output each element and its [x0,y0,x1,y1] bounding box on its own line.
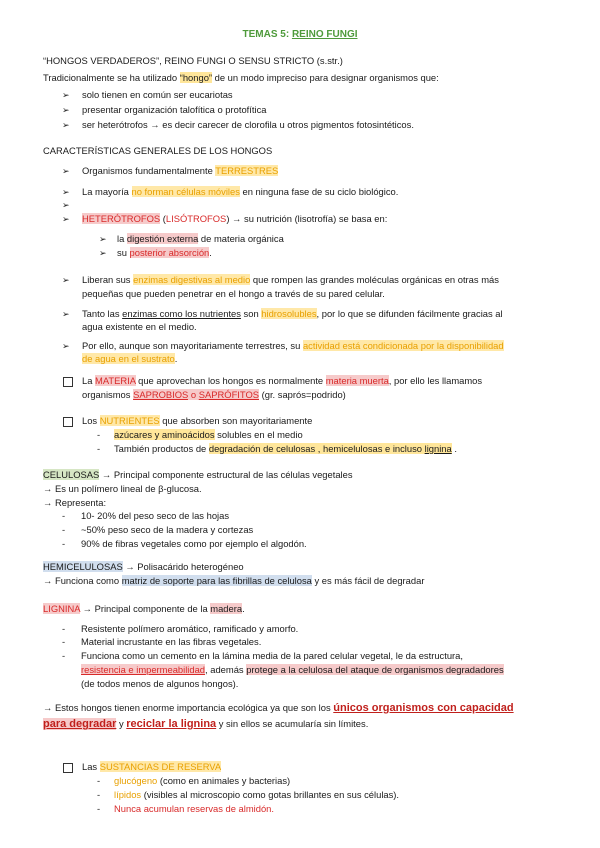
arrow-bullet-icon: ➢ [62,120,70,130]
page-title: TEMAS 5: REINO FUNGI [242,29,358,40]
dash-bullet: - [97,443,101,454]
arrow-bullet-icon: ➢ [62,166,70,176]
feature-enzimas: Liberan sus enzimas digestivas al medio que rompen las grandes moléculas orgánicas en otras más [82,274,499,285]
dash-bullet: - [62,623,66,634]
lignina-item-cont: (de todos menos de algunos hongos). [81,678,239,689]
nutrition-step: la digestión externa de materia orgánica [117,233,284,244]
feature-agua: Por ello, aunque son mayoritariamente terrestres, su actividad está condicionada por la disponibilidad [82,340,504,351]
lignina-item: Funciona como un cemento en la lámina media de la pared celular vegetal, le da estructura, [81,650,463,661]
dash-bullet: - [62,650,66,661]
intro-bullet: ser heterótrofos → es decir carecer de clorofila u otros pigmentos fotosintéticos. [82,119,414,130]
arrow-bullet-icon: ➢ [62,200,70,210]
dash-bullet: - [62,524,66,535]
dash-bullet: - [97,789,101,800]
feature-agua-cont: de agua en el sustrato. [82,353,178,364]
feature-heterotrofos: HETERÓTROFOS (LISÓTROFOS) → su nutrición (lisotrofía) se basa en: [82,213,388,224]
feature-hidrosolubles: Tanto las enzimas como los nutrientes son hidrosolubles, por lo que se difunden fácilmente gracias al [82,308,503,319]
checkbox-icon[interactable] [63,763,73,773]
reserva-heading: Las SUSTANCIAS DE RESERVA [82,761,222,772]
feature-no-moviles: La mayoría no forman células móviles en ninguna fase de su ciclo biológico. [82,186,399,197]
celulosa-heading: CELULOSAS → Principal componente estructural de las células vegetales [43,469,353,480]
nutrientes: Los NUTRIENTES que absorben son mayoritariamente [82,415,313,426]
dash-bullet: - [97,429,101,440]
reserva-item: Nunca acumulan reservas de almidón. [114,803,274,814]
feature-hidrosolubles-cont: agua existente en el medio. [82,321,197,332]
dash-bullet: - [62,510,66,521]
arrow-bullet-icon: ➢ [62,309,70,319]
hemicelulosa-heading: HEMICELULOSAS → Polisacárido heterogéneo [43,561,244,572]
arrow-bullet-icon: ➢ [62,187,70,197]
celulosa-item: ~50% peso seco de la madera y cortezas [81,524,254,535]
feature-enzimas-cont: pequeñas que pueden penetrar en el hongo a través de su pared celular. [82,288,385,299]
nutrition-step: su posterior absorción. [117,247,212,258]
arrow-bullet-icon: ➢ [99,248,107,258]
heading-hongos-verdaderos: “HONGOS VERDADEROS”, REINO FUNGI O SENSU STRICTO (s.str.) [43,55,343,66]
heading-caracteristicas: CARACTERÍSTICAS GENERALES DE LOS HONGOS [43,145,273,156]
checkbox-icon[interactable] [63,417,73,427]
intro-bullet: solo tienen en común ser eucariotas [82,89,233,100]
celulosa-item: 90% de fibras vegetales como por ejemplo el algodón. [81,538,307,549]
arrow-bullet-icon: ➢ [99,234,107,244]
celulosa-polimero: → Es un polímero lineal de β-glucosa. [43,483,202,494]
reserva-item: lípidos (visibles al microscopio como gotas brillantes en sus células). [114,789,400,800]
lignina-item-cont: resistencia e impermeabilidad, además protege a la celulosa del ataque de organismos degradadores [81,664,504,675]
hemicelulosa-funcion: → Funciona como matriz de soporte para las fibrillas de celulosa y es más fácil de degradar [43,575,425,586]
dash-bullet: - [97,803,101,814]
reserva-item: glucógeno (como en animales y bacterias) [114,775,291,786]
arrow-bullet-icon: ➢ [62,105,70,115]
lignina-item: Resistente polímero aromático, ramificado y amorfo. [81,623,299,634]
dash-bullet: - [62,538,66,549]
intro-bullet: presentar organización talofítica o protofítica [82,104,267,115]
eco-importancia-cont: para degradar y reciclar la lignina y sin ellos se acumularía sin límites. [43,718,369,730]
arrow-bullet-icon: ➢ [62,214,70,224]
lignina-item: Material incrustante en las fibras vegetales. [81,636,262,647]
arrow-bullet-icon: ➢ [62,90,70,100]
saprobios-line: organismos SAPROBIOS o SAPRÓFITOS (gr. saprós=podrido) [82,389,346,400]
materia-muerta: La MATERIA que aprovechan los hongos es normalmente materia muerta, por ello les llamamos [82,375,483,386]
celulosa-representa: → Representa: [43,497,107,508]
dash-bullet: - [62,636,66,647]
arrow-bullet-icon: ➢ [62,341,70,351]
celulosa-item: 10- 20% del peso seco de las hojas [81,510,230,521]
eco-importancia: → Estos hongos tienen enorme importancia ecológica ya que son los únicos organismos con capacidad [43,702,514,714]
nutrientes-item: También productos de degradación de celulosas , hemicelulosas e incluso lignina . [114,443,457,454]
intro-paragraph: Tradicionalmente se ha utilizado “hongo” de un modo impreciso para designar organismos que: [43,72,439,83]
arrow-bullet-icon: ➢ [62,275,70,285]
lignina-heading: LIGNINA → Principal componente de la madera. [43,603,245,614]
dash-bullet: - [97,775,101,786]
feature-terrestres: Organismos fundamentalmente TERRESTRES [82,165,279,176]
checkbox-icon[interactable] [63,377,73,387]
nutrientes-item: azúcares y aminoácidos solubles en el medio [114,429,303,440]
